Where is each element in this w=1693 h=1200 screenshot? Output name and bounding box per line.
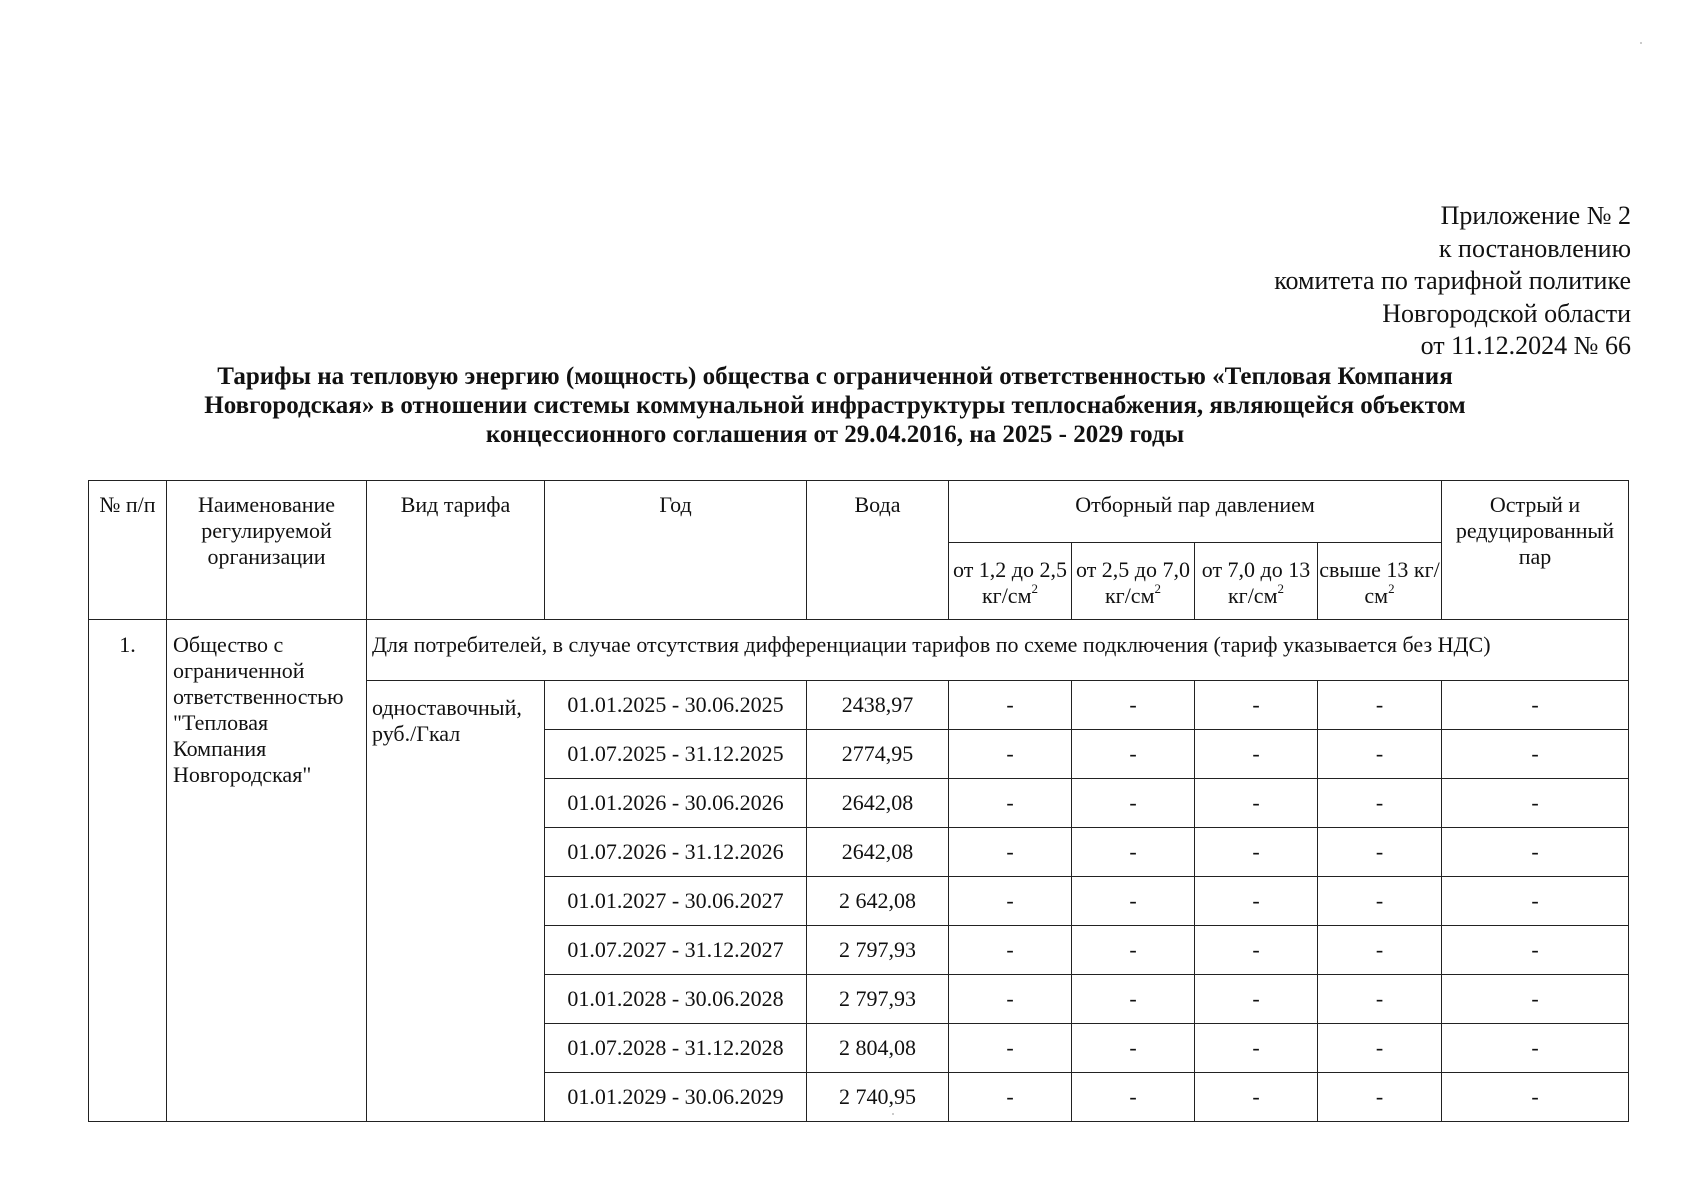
steam-3-cell: - [1195,975,1318,1024]
water-tariff-cell: 2642,08 [807,779,949,828]
sharp-steam-cell: - [1442,1073,1629,1122]
sharp-steam-cell: - [1442,779,1629,828]
steam-2-cell: - [1072,828,1195,877]
appendix-line: от 11.12.2024 № 66 [1420,331,1631,360]
title-line: Новгородская» в отношении системы коммунальной инфраструктуры теплоснабжения, являющейся объектом [204,392,1466,419]
steam-2-cell: - [1072,779,1195,828]
steam-3-cell: - [1195,926,1318,975]
steam-2-cell: - [1072,877,1195,926]
steam-4-cell: - [1318,1024,1442,1073]
period-cell: 01.07.2025 - 31.12.2025 [545,730,807,779]
header-selected-steam: Отборный пар давлением [949,481,1442,543]
steam-2-cell: - [1072,681,1195,730]
water-tariff-cell: 2 642,08 [807,877,949,926]
sharp-steam-cell: - [1442,926,1629,975]
steam-1-cell: - [949,730,1072,779]
water-tariff-cell: 2774,95 [807,730,949,779]
steam-4-cell: - [1318,926,1442,975]
scan-speck [1640,42,1642,44]
steam-1-cell: - [949,1073,1072,1122]
header-steam-7-0-to-13: от 7,0 до 13 $кг/см^2$ [1195,543,1318,620]
period-cell: 01.01.2028 - 30.06.2028 [545,975,807,1024]
steam-3-cell: - [1195,828,1318,877]
period-cell: 01.01.2027 - 30.06.2027 [545,877,807,926]
steam-4-cell: - [1318,828,1442,877]
header-sharp-steam: Острый и редуцированный пар [1442,481,1629,620]
steam-2-cell: - [1072,975,1195,1024]
header-organization: Наименование регулируемой организации [167,481,367,620]
period-cell: 01.07.2026 - 31.12.2026 [545,828,807,877]
sharp-steam-cell: - [1442,877,1629,926]
steam-3-cell: - [1195,877,1318,926]
sharp-steam-cell: - [1442,975,1629,1024]
consumer-note: Для потребителей, в случае отсутствия дифференциации тарифов по схеме подключения (тариф указывается без НДС) [367,620,1629,681]
water-tariff-cell: 2 804,08 [807,1024,949,1073]
period-cell: 01.01.2025 - 30.06.2025 [545,681,807,730]
steam-2-cell: - [1072,1073,1195,1122]
period-cell: 01.07.2028 - 31.12.2028 [545,1024,807,1073]
steam-4-cell: - [1318,975,1442,1024]
header-tariff-kind: Вид тарифа [367,481,545,620]
header-steam-1-2-to-2-5: от 1,2 до 2,5 $кг/см^2$ [949,543,1072,620]
appendix-line: Приложение № 2 [1440,201,1631,230]
water-tariff-cell: 2 740,95 [807,1073,949,1122]
row-number: 1. [89,620,167,1122]
water-tariff-cell: 2 797,93 [807,975,949,1024]
tariff-kind: одноставочный, руб./Гкал [367,681,545,1122]
organization-name: Общество с ограниченной ответственностью "Тепловая Компания Новгородская" [167,620,367,1122]
steam-1-cell: - [949,975,1072,1024]
steam-4-cell: - [1318,1073,1442,1122]
header-steam-2-5-to-7-0: от 2,5 до 7,0 $кг/см^2$ [1072,543,1195,620]
steam-1-cell: - [949,877,1072,926]
steam-3-cell: - [1195,1073,1318,1122]
steam-1-cell: - [949,681,1072,730]
steam-4-cell: - [1318,779,1442,828]
water-tariff-cell: 2 797,93 [807,926,949,975]
table-row-note [89,620,1629,681]
steam-1-cell: - [949,828,1072,877]
steam-2-cell: - [1072,926,1195,975]
document-title [100,362,1570,449]
appendix-line: комитета по тарифной политике [1274,266,1631,295]
steam-1-cell: - [949,926,1072,975]
steam-3-cell: - [1195,681,1318,730]
steam-3-cell: - [1195,1024,1318,1073]
header-num: № п/п [89,481,167,620]
period-cell: 01.01.2026 - 30.06.2026 [545,779,807,828]
period-cell: 01.07.2027 - 31.12.2027 [545,926,807,975]
sharp-steam-cell: - [1442,730,1629,779]
appendix-line: к постановлению [1438,233,1631,263]
steam-4-cell: - [1318,877,1442,926]
sharp-steam-cell: - [1442,828,1629,877]
appendix-line: Новгородской области [1382,298,1631,328]
steam-2-cell: - [1072,1024,1195,1073]
water-tariff-cell: 2438,97 [807,681,949,730]
steam-3-cell: - [1195,730,1318,779]
sharp-steam-cell: - [1442,1024,1629,1073]
tariff-table [88,480,1629,1122]
steam-1-cell: - [949,779,1072,828]
steam-4-cell: - [1318,681,1442,730]
water-tariff-cell: 2642,08 [807,828,949,877]
header-water: Вода [807,481,949,620]
steam-3-cell: - [1195,779,1318,828]
title-line: концессионного соглашения от 29.04.2016, на 2025 - 2029 годы [485,421,1185,448]
period-cell: 01.01.2029 - 30.06.2029 [545,1073,807,1122]
steam-1-cell: - [949,1024,1072,1073]
steam-4-cell: - [1318,730,1442,779]
steam-2-cell: - [1072,730,1195,779]
header-year: Год [545,481,807,620]
appendix-reference [1274,200,1631,363]
header-steam-over-13: свыше 13 $кг/см^2$ [1318,543,1442,620]
sharp-steam-cell: - [1442,681,1629,730]
title-line: Тарифы на тепловую энергию (мощность) общества с ограниченной ответственностью «Тепловая Компания [217,363,1453,390]
header-row [89,481,1629,543]
